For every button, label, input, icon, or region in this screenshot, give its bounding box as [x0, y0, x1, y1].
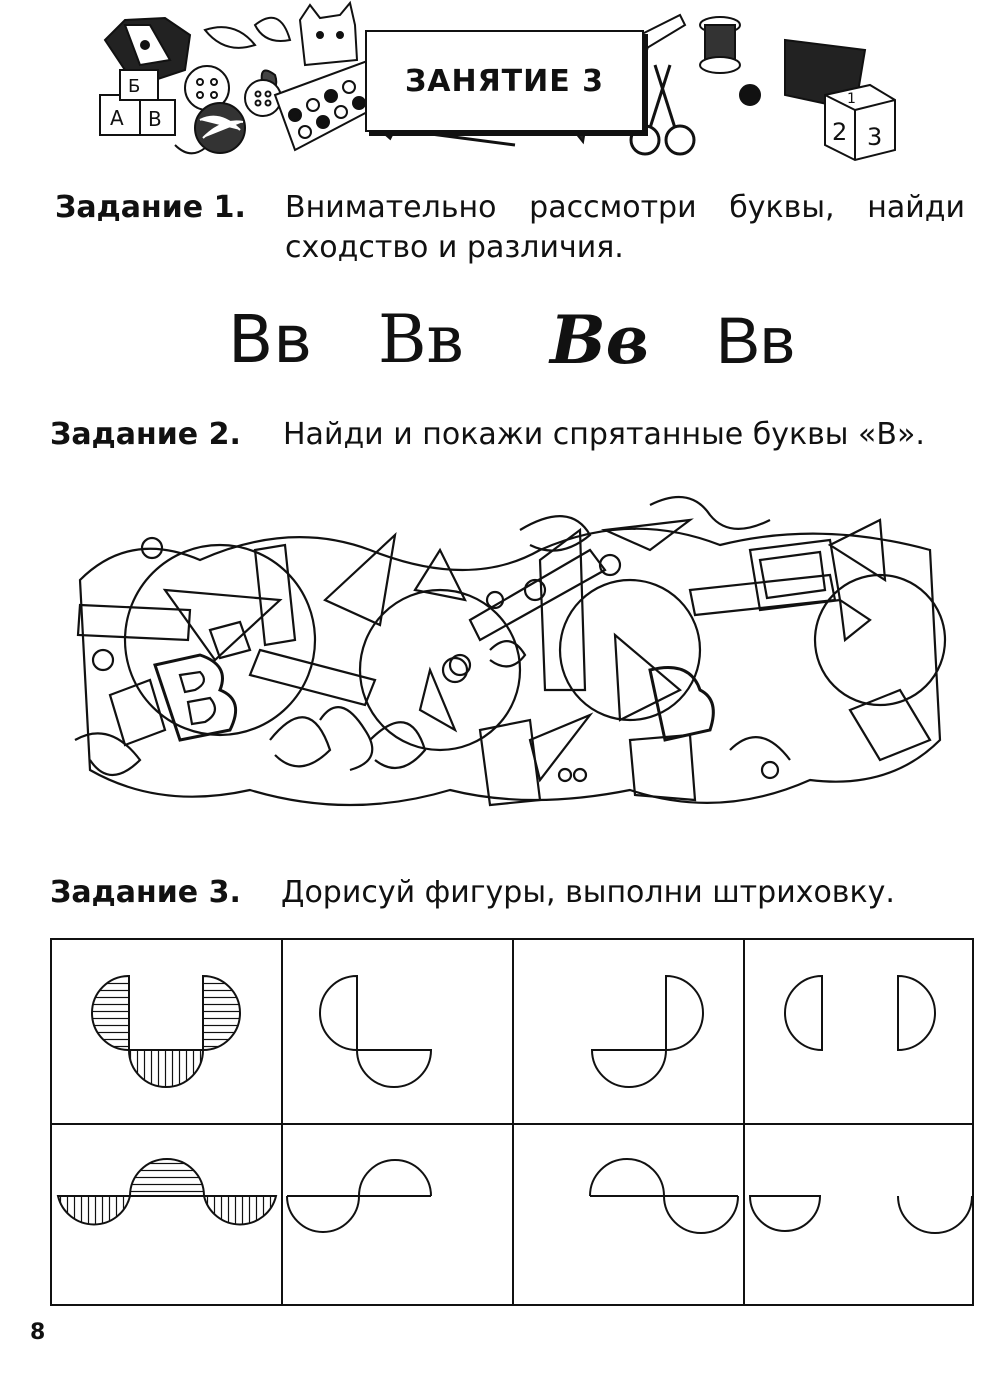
task-3-label: Задание 3.	[50, 875, 241, 910]
shape-cell-completed	[58, 1159, 276, 1224]
task-3-text: Дорисуй фигуры, выполни штриховку.	[281, 875, 895, 910]
shapes-grid	[50, 938, 974, 1306]
shape-cell-incomplete	[592, 976, 703, 1087]
letter-variant-decorative: Вв	[550, 301, 650, 379]
task-1	[55, 188, 965, 278]
task-3	[50, 873, 965, 918]
yarn-ball-icon	[175, 103, 245, 153]
task-2-text: Найди и покажи спрятанные буквы «В».	[283, 417, 925, 452]
shape-cell-incomplete	[590, 1159, 738, 1233]
cube-letter: А	[110, 106, 124, 130]
cube-letter: В	[148, 107, 162, 131]
page-number: 8	[30, 1320, 46, 1345]
lesson-title-card	[365, 30, 644, 132]
shape-cell-incomplete	[750, 1196, 972, 1233]
number-cubes-icon	[825, 85, 895, 160]
cube-number: 1	[847, 91, 856, 107]
task-2-label: Задание 2.	[50, 417, 241, 452]
cube-letter: Б	[128, 76, 141, 97]
cube-number: 2	[832, 118, 848, 146]
shape-cell-incomplete	[287, 1160, 431, 1232]
shape-cell-incomplete	[320, 976, 431, 1087]
letter-cubes-icon	[100, 70, 175, 135]
thread-spool-icon	[700, 17, 740, 73]
letter-variant-sans: Вв	[228, 301, 313, 378]
letter-variants	[0, 300, 1000, 380]
shapes-grid-drawing	[50, 938, 974, 1306]
cube-number: 3	[867, 123, 883, 151]
puzzle-drawing	[70, 490, 950, 830]
lesson-title: ЗАНЯТИЕ 3	[404, 63, 605, 99]
shape-cell-completed	[92, 976, 240, 1087]
task-1-label: Задание 1.	[55, 190, 246, 225]
task-1-text: Внимательно рассмотри буквы, найди сходство и различия.	[285, 190, 965, 265]
letter-variant-plain: Вв	[716, 303, 796, 377]
letter-variant-serif: Вв	[378, 301, 464, 378]
hidden-letters-puzzle	[70, 490, 950, 830]
shape-cell-incomplete	[785, 976, 935, 1050]
cat-icon	[300, 3, 357, 65]
